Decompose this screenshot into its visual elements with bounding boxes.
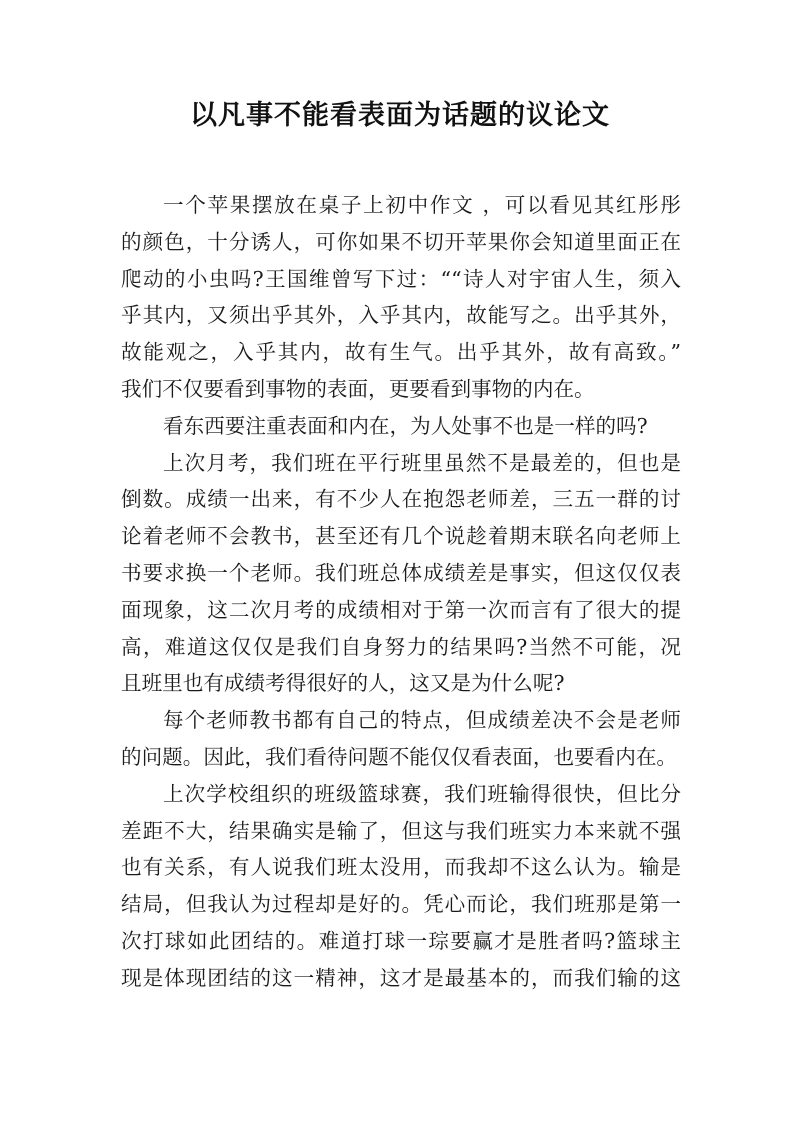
paragraph-5-line-4: 结局，但我认为过程却是好的。凭心而论，我们班那是第一 bbox=[121, 892, 681, 917]
paragraph-5-line-1: 上次学校组织的班级篮球赛，我们班输得很快，但比分 bbox=[163, 781, 681, 806]
paragraph-3-line-3: 论着老师不会教书，甚至还有几个说趁着期末联名向老师上 bbox=[121, 524, 681, 549]
paragraph-3-line-4: 书要求换一个老师。我们班总体成绩差是事实，但这仅仅表 bbox=[121, 560, 681, 585]
paragraph-4-line-1: 每个老师教书都有自己的特点，但成绩差决不会是老师 bbox=[163, 708, 681, 733]
paragraph-1-line-1: 一个苹果摆放在桌子上初中作文 ，可以看见其红彤彤 bbox=[163, 193, 681, 217]
paragraph-1-line-2: 的颜色，十分诱人，可你如果不切开苹果你会知道里面正在 bbox=[121, 229, 681, 254]
paragraph-5-line-6: 现是体现团结的这一精神，这才是最基本的，而我们输的这 bbox=[121, 965, 681, 990]
paragraph-1-line-5: 故能观之，入乎其内，故有生气。出乎其外，故有高致。” bbox=[121, 340, 681, 365]
paragraph-4-line-2: 的问题。因此，我们看待问题不能仅仅看表面，也要看内在。 bbox=[121, 744, 678, 769]
paragraph-3-line-2: 倒数。成绩一出来，有不少人在抱怨老师差，三五一群的讨 bbox=[121, 487, 681, 512]
paragraph-2-line-1: 看东西要注重表面和内在，为人处事不也是一样的吗? bbox=[163, 413, 648, 438]
document-body bbox=[121, 187, 681, 997]
paragraph-3-line-7: 且班里也有成绩考得很好的人，这又是为什么呢? bbox=[121, 671, 565, 696]
paragraph-5-line-2: 差距不大，结果确实是输了，但这与我们班实力本来就不强 bbox=[121, 818, 681, 843]
paragraph-5-line-5: 次打球如此团结的。难道打球一琮要赢才是胜者吗?篮球主 bbox=[121, 928, 681, 953]
paragraph-3-line-6: 高，难道这仅仅是我们自身努力的结果吗?当然不可能，况 bbox=[121, 634, 681, 659]
paragraph-3-line-1: 上次月考，我们班在平行班里虽然不是最差的，但也是 bbox=[163, 450, 681, 475]
document-title: 以凡事不能看表面为话题的议论文 bbox=[190, 100, 610, 131]
paragraph-1-line-3: 爬动的小虫吗?王国维曾写下过：““诗人对宇宙人生，须入 bbox=[121, 266, 681, 291]
paragraph-3-line-5: 面现象，这二次月考的成绩相对于第一次而言有了很大的提 bbox=[121, 597, 681, 622]
paragraph-1-line-4: 乎其内，又须出乎其外，入乎其内，故能写之。出乎其外， bbox=[121, 303, 681, 328]
paragraph-5-line-3: 也有关系，有人说我们班太没用，而我却不这么认为。输是 bbox=[121, 855, 681, 880]
paragraph-1-line-6: 我们不仅要看到事物的表面，更要看到事物的内在。 bbox=[121, 376, 595, 401]
